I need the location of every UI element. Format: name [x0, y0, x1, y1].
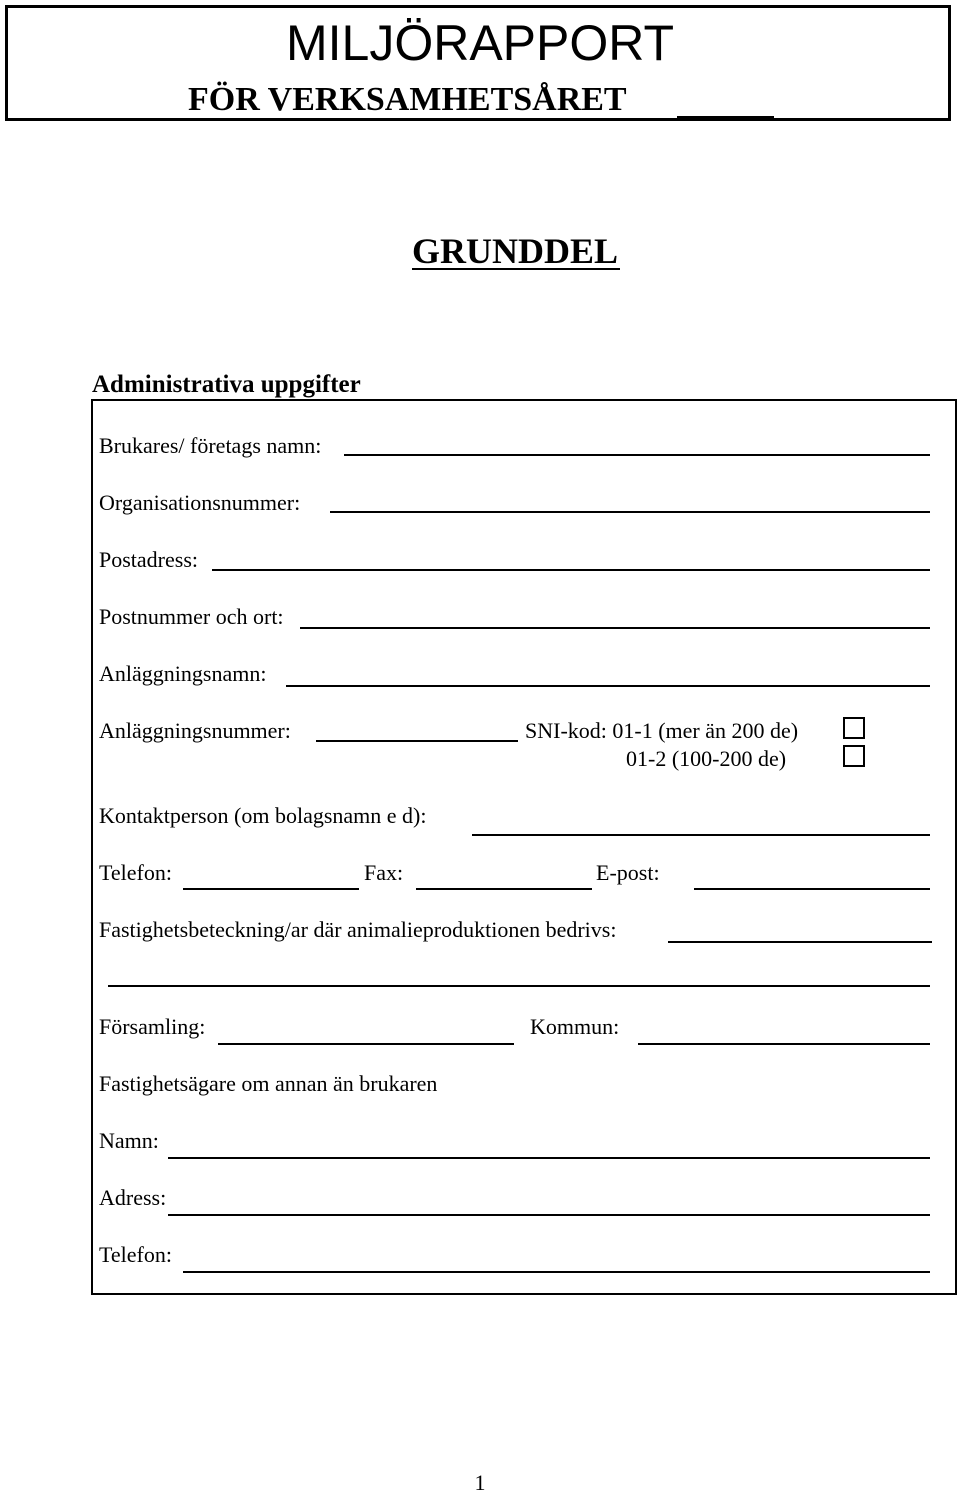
field-postnummer[interactable] — [300, 627, 930, 629]
section-title: GRUNDDEL — [412, 231, 619, 271]
label-adress: Adress: — [99, 1185, 167, 1210]
label-brukare: Brukares/ företags namn: — [99, 433, 322, 458]
form-box — [91, 399, 957, 1295]
label-kommun: Kommun: — [530, 1014, 620, 1039]
label-sni-01-2: 01-2 (100-200 de) — [626, 746, 787, 771]
section-title-underline — [412, 268, 620, 270]
field-orgnr[interactable] — [330, 511, 930, 513]
label-forsamling: Församling: — [99, 1014, 206, 1039]
report-subtitle: FÖR VERKSAMHETSÅRET — [188, 81, 627, 118]
label-postadress: Postadress: — [99, 547, 198, 572]
label-anlaggningsnamn: Anläggningsnamn: — [99, 661, 267, 686]
field-telefon[interactable] — [183, 888, 359, 890]
field-kommun[interactable] — [638, 1043, 930, 1045]
label-epost: E-post: — [596, 860, 660, 885]
label-fax: Fax: — [364, 860, 404, 885]
checkbox-sni-01-1[interactable] — [843, 717, 865, 739]
page-number: 1 — [474, 1470, 486, 1495]
field-namn[interactable] — [168, 1157, 930, 1159]
field-adress[interactable] — [168, 1214, 930, 1216]
label-telefon-agare: Telefon: — [99, 1242, 172, 1267]
report-title: MILJÖRAPPORT — [285, 15, 675, 71]
field-brukare[interactable] — [344, 454, 930, 456]
label-kontaktperson: Kontaktperson (om bolagsnamn e d): — [99, 803, 427, 828]
field-anlaggningsnummer[interactable] — [316, 740, 518, 742]
label-anlaggningsnummer: Anläggningsnummer: — [99, 718, 291, 743]
label-namn: Namn: — [99, 1128, 159, 1153]
label-telefon: Telefon: — [99, 860, 172, 885]
field-forsamling[interactable] — [218, 1043, 514, 1045]
field-telefon-agare[interactable] — [183, 1271, 930, 1273]
field-fax[interactable] — [416, 888, 592, 890]
field-fastighetsbeteckning[interactable] — [668, 941, 932, 943]
label-fastighetsagare: Fastighetsägare om annan än brukaren — [99, 1071, 438, 1096]
field-postadress[interactable] — [212, 569, 930, 571]
field-kontaktperson[interactable] — [472, 834, 930, 836]
year-field[interactable] — [677, 116, 774, 118]
label-postnummer: Postnummer och ort: — [99, 604, 284, 629]
label-fastighetsbeteckning: Fastighetsbeteckning/ar där animalieproduktionen bedrivs: — [99, 917, 617, 942]
label-orgnr: Organisationsnummer: — [99, 490, 301, 515]
field-epost[interactable] — [694, 888, 930, 890]
section-subheading: Administrativa uppgifter — [92, 371, 361, 398]
label-sni-01-1: SNI-kod: 01-1 (mer än 200 de) — [525, 718, 799, 743]
field-fastighetsbeteckning-line2[interactable] — [108, 985, 930, 987]
checkbox-sni-01-2[interactable] — [843, 745, 865, 767]
field-anlaggningsnamn[interactable] — [286, 685, 930, 687]
